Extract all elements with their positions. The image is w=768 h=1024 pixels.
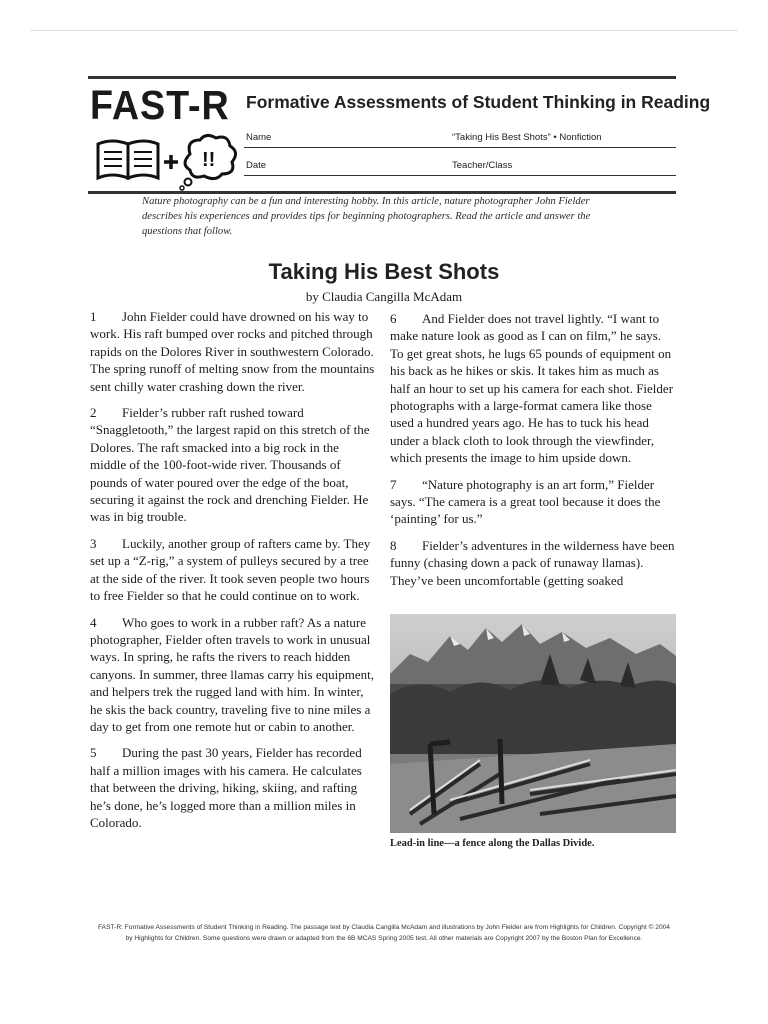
article-paragraph [90, 744, 376, 831]
paragraph-text: Fielder’s adventures in the wilderness have been funny (chasing down a pack of runaway llamas). They’ve been uncomfortable (getting soaked [390, 537, 675, 588]
teacher-class-label: Teacher/Class [452, 160, 513, 171]
name-line [244, 147, 676, 148]
article-paragraph [90, 308, 376, 395]
fast-r-logo: FAST-R [90, 82, 230, 128]
article-paragraph [390, 537, 676, 589]
paragraph-text: Fielder’s rubber raft rushed toward “Snaggletooth,” the largest rapid on this stretch of the Dolores. The raft smacked into a big rock in the middle of the 100-foot-wide river. Thousands of pounds of water poured over the edge of the boat, securing it against the rock and drenching Fielder. He was in big trouble. [90, 405, 370, 525]
book-icon [98, 141, 158, 178]
right-column [390, 310, 676, 598]
fence-photo [390, 614, 676, 833]
plus-icon [164, 155, 178, 169]
name-label: Name [246, 132, 272, 143]
left-column [90, 308, 376, 840]
paragraph-number: 5 [90, 745, 97, 761]
paragraph-number: 1 [90, 309, 97, 324]
photo-caption: Lead-in line—a fence along the Dallas Divide. [390, 838, 595, 849]
date-field-row [244, 156, 676, 176]
name-field-row [244, 128, 676, 148]
paragraph-text: John Fielder could have drowned on his way to work. His raft bumped over rocks and pitched through rapids on the Dolores River in southwestern Colorado. The spring runoff of melting snow from the mountains sent chilly water crashing down the river. [90, 309, 375, 394]
paragraph-text: During the past 30 years, Fielder has recorded half a million images with his camera. He calculates that between the driving, hiking, skiing, and rafting he’s done, he’s logged more than a million miles in Colorado. [90, 745, 362, 830]
intro-text: Nature photography can be a fun and interesting hobby. In this article, nature photographer John Fielder describes his experiences and provides tips for beginning photographers. Read the article and answer the questions that follow. [142, 196, 591, 237]
header-subtitle: Formative Assessments of Student Thinking in Reading [246, 92, 711, 112]
thought-bubble-icon [180, 135, 236, 190]
passage-label: “Taking His Best Shots” • Nonfiction [452, 132, 602, 143]
header-top-rule [88, 76, 676, 79]
paragraph-number: 8 [390, 537, 397, 553]
page-top-divider [30, 30, 738, 31]
paragraph-number: 3 [90, 535, 97, 551]
article-paragraph [90, 404, 376, 526]
footer-copyright [60, 922, 708, 944]
paragraph-text: Who goes to work in a rubber raft? As a nature photographer, Fielder often travels to work in unusual ways. In spring, he rafts the rivers to reach hidden canyons. In summer, three llamas carry his equipment, and helpers trek the rugged land with him. In winter, he skis the back country, traveling five to nine miles a day to get from one remote hut or cabin to another. [90, 614, 374, 734]
paragraph-number: 6 [390, 311, 397, 326]
date-label: Date [246, 160, 267, 171]
article-paragraph [90, 614, 376, 736]
date-line [244, 175, 676, 176]
paragraph-number: 4 [90, 614, 97, 630]
paragraph-text: Luckily, another group of rafters came by. They set up a “Z-rig,” a system of pulleys secured by a tree at the side of the river. It took seven people two hours to free Fielder so that he could continue on to work. [90, 535, 371, 604]
footer-line-1: FAST-R: Formative Assessments of Student Thinking in Reading. The passage text by Claudia Cangilla McAdam and illustrations by John Fielder are from Highlights for Children. Copyright © 2004 [98, 924, 670, 931]
paragraph-number: 2 [90, 405, 97, 421]
footer-line-2: by Highlights for Children. Some questions were drawn or adapted from the 6B MCAS Spring 2005 test. All other materials are Copyright 2007 by the Boston Plan for Excellence. [125, 935, 643, 942]
logo-icons [94, 132, 244, 192]
article-byline: by Claudia Cangilla McAdam [305, 289, 463, 304]
article-paragraph [390, 476, 676, 528]
article-paragraph [90, 535, 376, 605]
article-title: Taking His Best Shots [268, 259, 500, 284]
article-paragraph [390, 310, 676, 467]
fast-r-header [88, 76, 711, 196]
paragraph-number: 7 [390, 476, 397, 492]
paragraph-text: And Fielder does not travel lightly. “I want to make nature look as good as I can on film,” he says. To get great shots, he lugs 65 pounds of equipment on his back as he hikes or skis. It takes him as much as half an hour to set up his camera for each shot. Fielder photographs with a large-format camera like those used a hundred years ago. He has to tuck his head under a black cloth to look through the viewfinder, which presents the image to him upside down. [390, 311, 674, 466]
svg-text:!!: !! [202, 149, 216, 171]
paragraph-text: “Nature photography is an art form,” Fielder says. “The camera is a great tool because it does the ‘painting’ for us.” [390, 476, 661, 527]
